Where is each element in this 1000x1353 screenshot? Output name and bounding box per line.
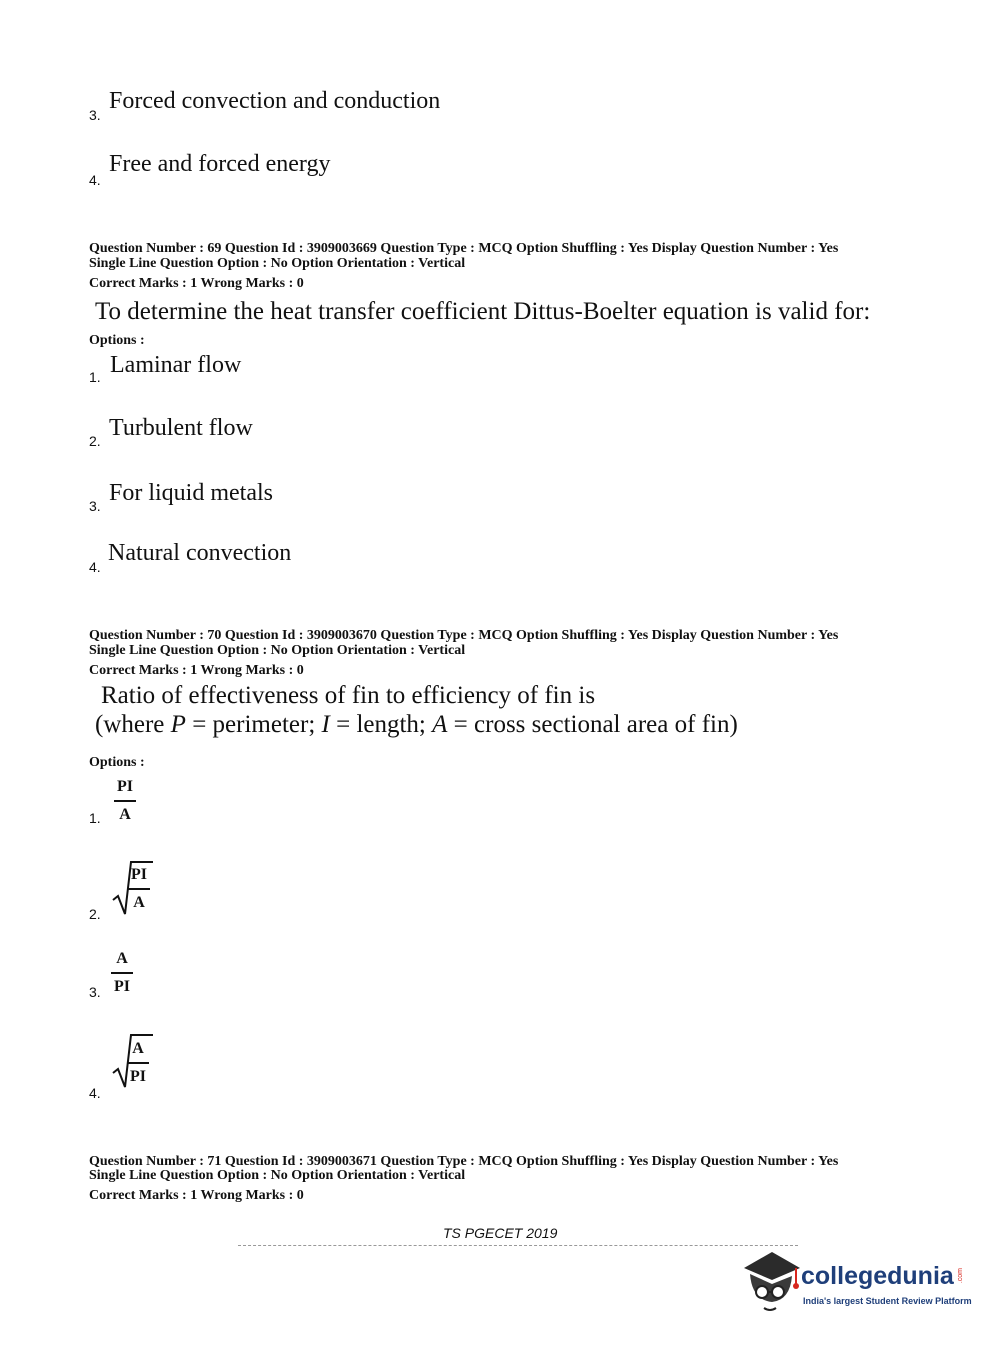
fraction-denominator: A — [133, 894, 145, 911]
fraction-bar — [114, 800, 136, 802]
fraction-bar — [128, 888, 150, 890]
fraction-numerator: A — [132, 1040, 144, 1057]
options-label: Options : — [89, 755, 145, 770]
option-number: 3. — [89, 107, 101, 123]
logo-tagline: India's largest Student Review Platform — [803, 1296, 972, 1306]
footer-divider — [238, 1245, 798, 1246]
question-meta: Question Number : 71 Question Id : 3909003671 Question Type : MCQ Option Shuffling : Yes Display Question Number : Yes — [89, 1154, 839, 1169]
option-text: Turbulent flow — [109, 415, 253, 441]
question-meta: Single Line Question Option : No Option Orientation : Vertical — [89, 1168, 466, 1183]
option-number: 1. — [89, 810, 101, 826]
option-text: Forced convection and conduction — [109, 88, 441, 114]
fraction-numerator: A — [116, 950, 128, 967]
option-number: 2. — [89, 433, 101, 449]
option-text: Natural convection — [108, 540, 292, 566]
question-text-where: (where P = perimeter; I = length; A = cross sectional area of fin) — [95, 711, 738, 738]
fraction — [111, 949, 133, 997]
question-text: To determine the heat transfer coefficient Dittus-Boelter equation is valid for: — [95, 298, 871, 325]
question-marks: Correct Marks : 1 Wrong Marks : 0 — [89, 276, 304, 291]
question-marks: Correct Marks : 1 Wrong Marks : 0 — [89, 1188, 304, 1203]
option-number: 4. — [89, 559, 101, 575]
collegedunia-mascot-icon — [738, 1248, 802, 1314]
question-meta: Question Number : 69 Question Id : 3909003669 Question Type : MCQ Option Shuffling : Yes Display Question Number : Yes — [89, 241, 839, 256]
option-number: 3. — [89, 984, 101, 1000]
logo-name: collegedunia — [801, 1262, 954, 1290]
fraction-numerator: PI — [131, 866, 147, 883]
fraction — [127, 1039, 149, 1087]
fraction — [114, 777, 136, 825]
question-meta: Single Line Question Option : No Option Orientation : Vertical — [89, 256, 466, 271]
option-text: Laminar flow — [110, 352, 242, 378]
logo-wordmark — [801, 1262, 954, 1291]
fraction — [128, 865, 150, 913]
fraction-denominator: PI — [130, 1068, 146, 1085]
question-text: Ratio of effectiveness of fin to efficiency of fin is — [101, 682, 596, 709]
option-number: 1. — [89, 369, 101, 385]
option-number: 2. — [89, 906, 101, 922]
fraction-bar — [111, 972, 133, 974]
question-marks: Correct Marks : 1 Wrong Marks : 0 — [89, 663, 304, 678]
option-number: 3. — [89, 498, 101, 514]
options-label: Options : — [89, 333, 145, 348]
fraction-denominator: PI — [114, 978, 130, 995]
footer-title: TS PGECET 2019 — [443, 1225, 558, 1241]
option-number: 4. — [89, 1085, 101, 1101]
option-text: For liquid metals — [109, 480, 273, 506]
logo-com: .com — [957, 1268, 964, 1284]
fraction-denominator: A — [119, 806, 131, 823]
fraction-bar — [127, 1062, 149, 1064]
option-text: Free and forced energy — [109, 151, 331, 177]
option-number: 4. — [89, 172, 101, 188]
fraction-numerator: PI — [117, 778, 133, 795]
question-meta: Single Line Question Option : No Option Orientation : Vertical — [89, 643, 466, 658]
question-meta: Question Number : 70 Question Id : 3909003670 Question Type : MCQ Option Shuffling : Yes Display Question Number : Yes — [89, 628, 839, 643]
